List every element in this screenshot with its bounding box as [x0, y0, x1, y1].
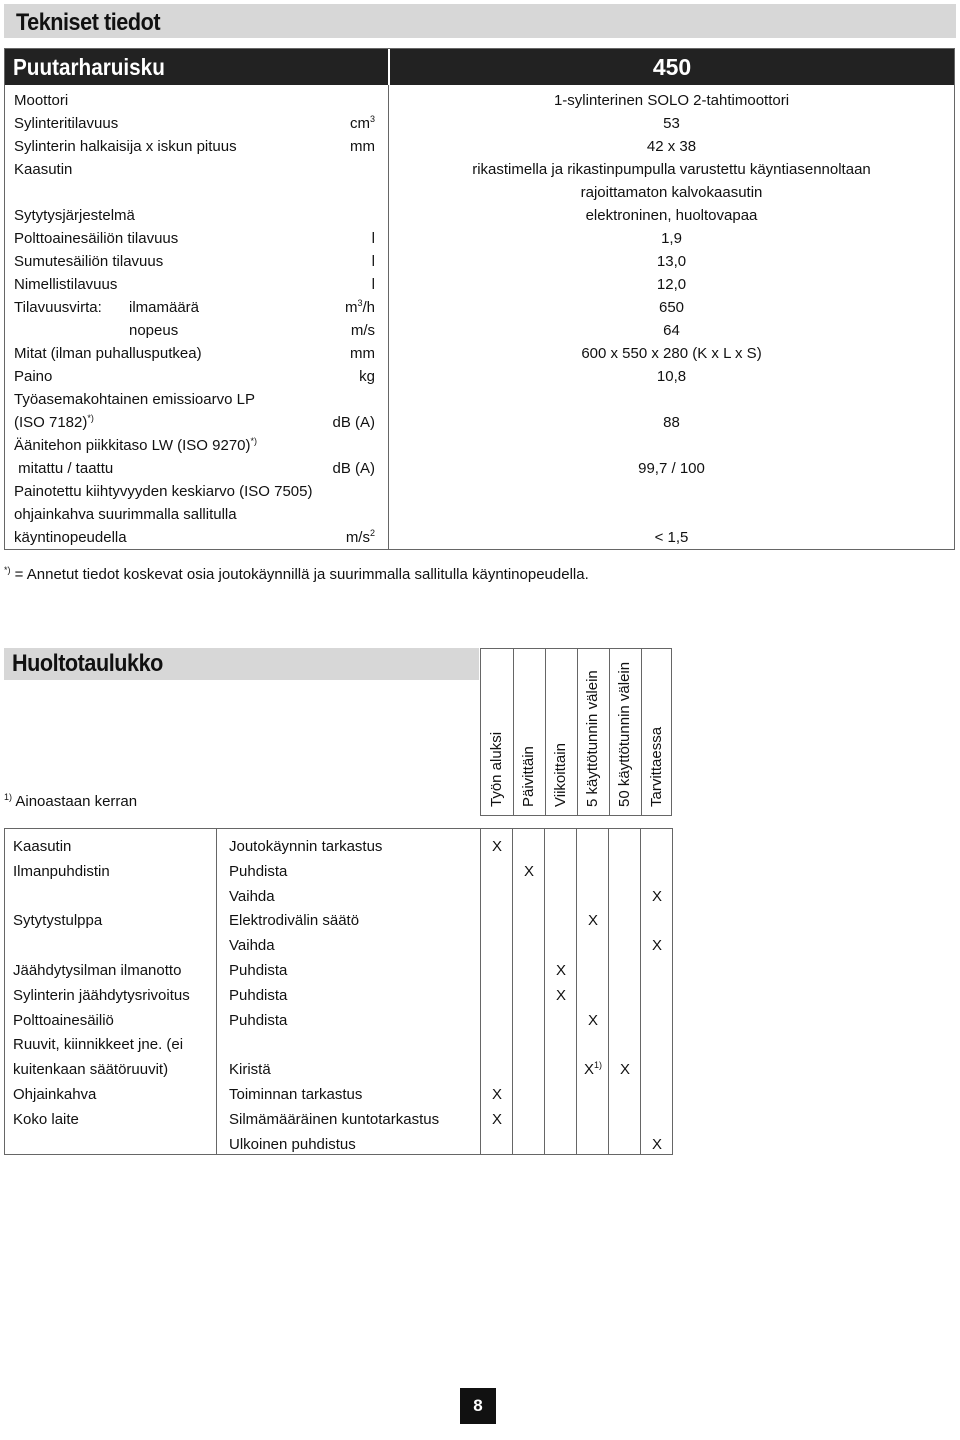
task-cell: Toiminnan tarkastus	[229, 1086, 363, 1103]
spec-value: rajoittamaton kalvokaasutin	[580, 184, 763, 201]
task-cell: Ulkoinen puhdistus	[229, 1135, 356, 1153]
spec-label: mitattu / taattu	[14, 460, 114, 477]
component-cell: Koko laite	[13, 1110, 79, 1128]
section-title: Tekniset tiedot	[16, 9, 161, 36]
column-divider	[640, 829, 641, 1154]
component-cell: Kaasutin	[13, 838, 72, 855]
spec-unit: m/s	[350, 322, 375, 339]
spec-sublabel: nopeus	[129, 322, 179, 339]
spec-unit: l	[371, 276, 375, 293]
maintenance-title: Huoltotaulukko	[12, 650, 163, 677]
spec-value: 600 x 550 x 280 (K x L x S)	[581, 345, 762, 362]
spec-value: 1-sylinterinen SOLO 2-tahtimoottori	[553, 92, 790, 109]
spec-label: Sumutesäiliön tilavuus	[14, 253, 164, 270]
spec-label: (ISO 7182)*)	[14, 413, 94, 431]
maintenance-header-bar	[4, 648, 479, 680]
component-cell: Jäähdytysilman ilmanotto	[13, 962, 182, 979]
spec-label: Nimellistilavuus	[14, 276, 118, 293]
maintenance-note: $^{1)}$ Ainoastaan kerran	[4, 792, 138, 810]
column-divider	[641, 649, 642, 815]
spec-label: Painotettu kiihtyvyyden keskiarvo (ISO 7505)	[14, 483, 313, 500]
spec-value: 99,7 / 100	[638, 460, 705, 477]
spec-value: 10,8	[656, 368, 687, 385]
maintenance-table	[4, 828, 673, 1155]
spec-label: Kaasutin	[14, 161, 73, 178]
interval-mark: X	[651, 1135, 662, 1153]
interval-header-grid	[480, 648, 672, 816]
interval-header: 50 käyttötunnin välein	[616, 661, 633, 807]
interval-mark: $X^{1)}$	[583, 1060, 603, 1079]
column-divider	[513, 649, 514, 815]
interval-mark: X	[587, 1011, 598, 1029]
interval-header: Tarvittaessa	[648, 726, 665, 807]
spec-value: elektroninen, huoltovapaa	[585, 207, 758, 224]
column-divider	[216, 829, 217, 1154]
interval-mark: X	[491, 1086, 502, 1103]
interval-mark: X	[619, 1061, 630, 1079]
interval-header: Työn aluksi	[488, 731, 505, 807]
spec-unit: mm	[350, 138, 375, 155]
task-cell: Puhdista	[229, 986, 288, 1004]
component-cell: Polttoainesäiliö	[13, 1011, 114, 1029]
spec-value: 1,9	[661, 230, 682, 247]
spec-label: Moottori	[14, 92, 69, 109]
component-cell: Ilmanpuhdistin	[13, 862, 110, 880]
column-divider	[608, 829, 609, 1154]
task-cell: Vaihda	[229, 887, 275, 905]
spec-footnote: *) = Annetut tiedot koskevat osia joutokäynnillä ja suurimmalla sallitulla käyntinopeudella.	[4, 565, 589, 583]
spec-sublabel: ilmamäärä	[129, 299, 200, 316]
spec-value: 53	[663, 115, 680, 132]
spec-unit: $m^3/h$	[344, 298, 375, 316]
spec-header-model-cell	[390, 49, 954, 85]
spec-unit: $m/s^2$	[345, 528, 375, 546]
spec-unit: dB (A)	[332, 414, 375, 431]
section-header-bar	[4, 4, 956, 38]
interval-mark: X	[491, 1110, 502, 1128]
spec-label: Sylinteritilavuus	[14, 115, 119, 132]
spec-label: Tilavuusvirta:	[14, 299, 102, 316]
spec-unit: mm	[350, 345, 375, 362]
spec-unit: $cm^3$	[349, 114, 375, 132]
spec-value: 88	[663, 414, 680, 431]
column-divider	[609, 649, 610, 815]
task-cell: Silmämääräinen kuntotarkastus	[229, 1110, 440, 1128]
component-cell: Ohjainkahva	[13, 1086, 97, 1103]
interval-header: Viikoittain	[552, 743, 569, 807]
spec-label: ohjainkahva suurimmalla sallitulla	[14, 506, 237, 523]
task-cell: Vaihda	[229, 937, 275, 955]
spec-label: käyntinopeudella	[14, 529, 127, 546]
spec-label: Polttoainesäiliön tilavuus	[14, 230, 179, 247]
spec-unit: dB (A)	[332, 460, 375, 477]
task-cell: Puhdista	[229, 862, 288, 880]
component-cell: Sytytystulppa	[13, 912, 103, 930]
spec-label: Äänitehon piikkitaso LW (ISO 9270)*)	[14, 436, 258, 454]
interval-header: Päivittäin	[520, 746, 537, 807]
task-cell: Puhdista	[229, 962, 288, 979]
interval-mark: X	[555, 962, 566, 979]
model-number: 450	[652, 54, 692, 80]
spec-value: 13,0	[656, 253, 687, 270]
spec-label: Mitat (ilman puhallusputkea)	[14, 345, 202, 362]
column-divider	[545, 649, 546, 815]
spec-value: < 1,5	[654, 529, 689, 546]
task-cell: Joutokäynnin tarkastus	[229, 838, 383, 855]
spec-unit: l	[371, 253, 375, 270]
interval-mark: X	[651, 887, 662, 905]
spec-table	[4, 48, 955, 550]
spec-label: Työasemakohtainen emissioarvo LP	[14, 391, 255, 408]
component-cell: Sylinterin jäähdytysrivoitus	[13, 986, 190, 1004]
spec-unit: l	[371, 230, 375, 247]
spec-label: Paino	[14, 368, 53, 385]
spec-value: 12,0	[656, 276, 687, 293]
interval-mark: X	[555, 986, 566, 1004]
component-cell: Ruuvit, kiinnikkeet jne. (ei	[13, 1036, 184, 1054]
interval-mark: X	[523, 862, 534, 880]
page-number: 8	[460, 1388, 496, 1424]
interval-mark: X	[651, 937, 662, 955]
spec-value: 650	[658, 299, 685, 316]
task-cell: Kiristä	[229, 1061, 271, 1079]
spec-header-product-cell	[5, 49, 388, 85]
interval-header: 5 käyttötunnin välein	[584, 670, 601, 807]
spec-label: Sytytysjärjestelmä	[14, 207, 135, 224]
spec-value: 64	[663, 322, 680, 339]
interval-mark: X	[491, 838, 502, 855]
column-divider	[577, 649, 578, 815]
component-cell: kuitenkaan säätöruuvit)	[13, 1061, 169, 1079]
interval-mark: X	[587, 912, 598, 930]
task-cell: Puhdista	[229, 1011, 288, 1029]
spec-value: rikastimella ja rikastinpumpulla varustettu käyntiasennoltaan	[472, 161, 871, 178]
spec-value: 42 x 38	[646, 138, 697, 155]
spec-unit: kg	[359, 368, 375, 385]
product-name: Puutarharuisku	[13, 54, 165, 80]
spec-label: Sylinterin halkaisija x iskun pituus	[14, 138, 237, 155]
task-cell: Elektrodivälin säätö	[229, 912, 360, 930]
